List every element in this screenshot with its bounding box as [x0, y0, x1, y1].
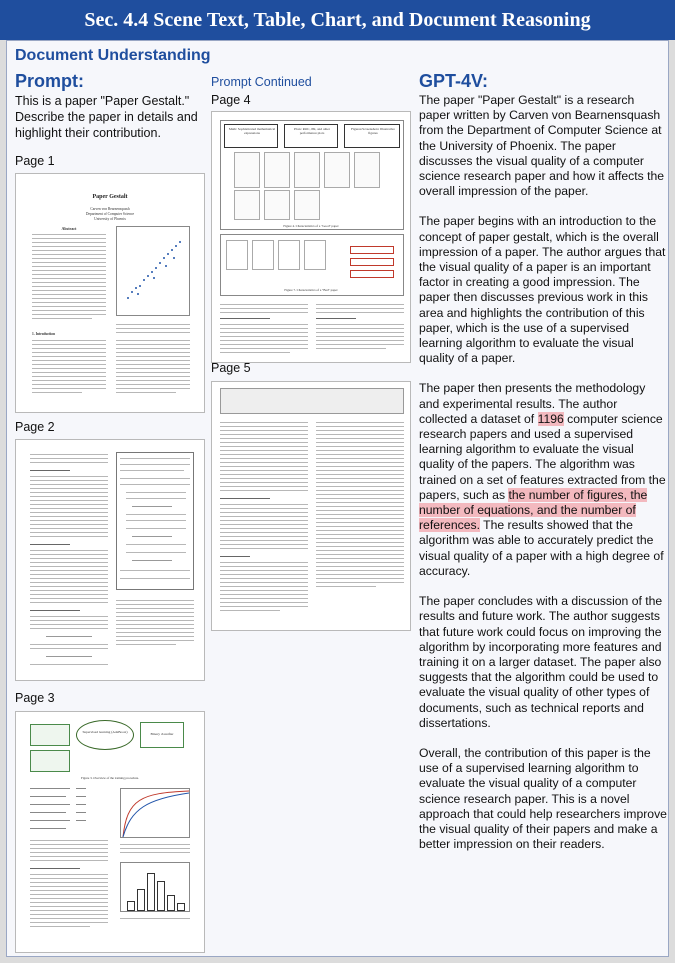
page4-paper-thumb-6 [234, 190, 260, 220]
page3-classifier-label: Binary classifier [150, 732, 174, 736]
answer-paragraph-4: The paper concludes with a discussion of the results and future work. The author suggests that future work could focus on improving the algorithm by incorporating more features and training it on a larger dataset. The paper also suggests that the algorithm could be used to evaluate the visual quality of other types of documents, such as technical reports and dissertations. [419, 594, 663, 730]
answer-p3-part-b: computer science research papers and used a supervised learning algorithm to evaluate the visual quality of the papers. The algorithm was trained on a set of features extracted from the papers, such as [419, 411, 666, 502]
page4-good-math-label: Math: Sophisticated mathematical expressions [228, 127, 276, 135]
page3-label: Page 3 [15, 691, 55, 705]
page4-bad-thumb-1 [226, 240, 248, 270]
gpt4v-heading: GPT-4V: [419, 71, 489, 91]
page4-label: Page 4 [211, 93, 251, 107]
page4-thumbnail [211, 111, 411, 363]
answer-paragraph-1: The paper "Paper Gestalt" is a research paper written by Carven von Bearnensquash from the Department of Computer Science at the University of Phoenix. The paper discusses the visual quality of a computer science research paper and how it affects the overall impression of the paper. [419, 93, 665, 199]
page4-paper-thumb-3 [294, 152, 320, 188]
page4-bad-label-1 [350, 246, 394, 254]
page4-paper-thumb-8 [294, 190, 320, 220]
paper-university: University of Phoenix [94, 217, 126, 221]
page3-figure-caption: Figure 3. Overview of the training procedure. [80, 776, 140, 780]
answer-p3-part-a: The paper then presents the methodology and experimental results. The author collected a dataset of [419, 381, 646, 426]
prompt-heading: Prompt: [15, 71, 84, 91]
page3-flow-box-1 [30, 724, 70, 746]
page4-paper-thumb-4 [324, 152, 350, 188]
page3-supervised-learning [76, 720, 134, 750]
page2-label: Page 2 [15, 420, 55, 434]
section-title: Document Understanding [15, 47, 211, 64]
abstract-heading: Abstract [61, 226, 77, 231]
intro-heading: 1. Introduction [32, 332, 56, 336]
page4-bad-label-2 [350, 258, 394, 266]
page4-good-figures [344, 124, 400, 148]
page4-paper-thumb-2 [264, 152, 290, 188]
page3-thumbnail [15, 711, 205, 953]
page3-binary-classifier [140, 722, 184, 748]
answer-p3-part-c: The results showed that the algorithm was able to accurately predict the visual quality of a paper with a high degree of accuracy. [419, 518, 664, 578]
page1-scatter-plot [116, 226, 190, 316]
gpt4v-answer [419, 93, 667, 867]
page3-supervised-label: Supervised learning (AdaBoost) [82, 730, 128, 734]
page3-histogram-caption [120, 918, 190, 919]
page4-bad-thumb-2 [252, 240, 274, 270]
answer-paragraph-3 [419, 381, 667, 579]
answer-paragraph-2: The paper begins with an introduction to the concept of paper gestalt, which is the overall impression of a paper. The author argues that the visual quality of a paper is an important factor in creating a good impression. The paper then discusses previous work in this area and highlights the contribution of this paper, which is the use of a supervised learning algorithm to evaluate the visual quality of a paper. [419, 214, 666, 366]
page2-thumbnail [15, 439, 205, 681]
paper-author: Carven von Bearnensquash [90, 207, 130, 211]
page1-label: Page 1 [15, 154, 55, 168]
paper-title: Paper Gestalt [92, 194, 128, 200]
page4-bad-label-3 [350, 270, 394, 278]
prompt-continued-heading: Prompt Continued [211, 75, 312, 89]
banner-title: Sec. 4.4 Scene Text, Table, Chart, and Document Reasoning [0, 0, 675, 40]
page4-good-figures-label: Figures/Screenshots: Illustrative figures [351, 127, 395, 135]
page3-histogram [120, 862, 190, 912]
page4-fig4-caption: Figure 4. Characteristics of a "Good" paper [283, 224, 339, 228]
page4-good-math [224, 124, 278, 148]
page4-good-plots [284, 124, 338, 148]
page5-label: Page 5 [211, 361, 251, 375]
page4-paper-thumb-7 [264, 190, 290, 220]
dataset-size-highlight: 1196 [537, 411, 564, 426]
page4-fig7-caption: Figure 7. Characteristics of a "Bad" paper [284, 288, 338, 292]
page3-flow-box-2 [30, 750, 70, 772]
prompt-text: This is a paper "Paper Gestalt." Describe the paper in details and highlight their contribution. [15, 94, 198, 140]
page4-paper-thumb-5 [354, 152, 380, 188]
paper-department: Department of Computer Science [85, 212, 135, 216]
page3-roc-chart [120, 788, 190, 838]
page1-thumbnail [15, 173, 205, 413]
page5-thumbnail [211, 381, 411, 631]
page5-figure-strip [220, 388, 404, 414]
page4-bad-thumb-3 [278, 240, 300, 270]
answer-paragraph-5: Overall, the contribution of this paper is the use of a supervised learning algorithm to evaluate the visual quality of a computer science research paper. This is a novel approach that could help researchers improve the visual quality of their papers and make a better impression on their readers. [419, 745, 667, 852]
content-frame [6, 40, 669, 957]
page4-good-plots-label: Plots: ROC, PR, and other performance plots [294, 127, 330, 135]
page4-bad-thumb-4 [304, 240, 326, 270]
page4-paper-thumb-1 [234, 152, 260, 188]
features-highlight: the number of figures, the number of equations, and the number of references. [419, 487, 648, 533]
